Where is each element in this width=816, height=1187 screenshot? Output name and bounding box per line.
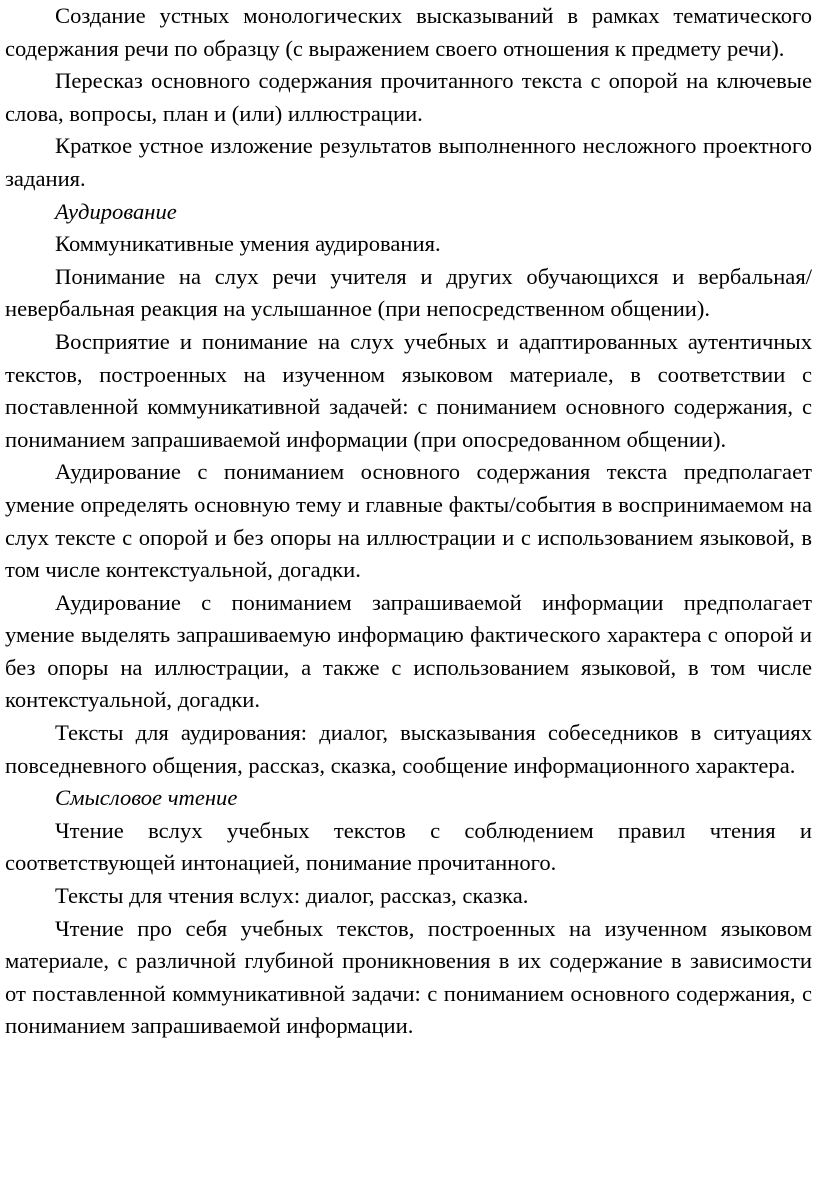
paragraph-oral-monologue: Создание устных монологических высказываний в рамках тематического содержания речи по образцу (с выражением своего отношения к предмету речи). [5, 3, 812, 61]
paragraph-reading-aloud: Чтение вслух учебных текстов с соблюдением правил чтения и соответствующей интонацией, понимание прочитанного. [5, 817, 812, 876]
paragraph-retelling: Пересказ основного содержания прочитанного текста с опорой на ключевые слова, вопросы, план и (или) иллюстрации. [5, 68, 812, 126]
section-heading-reading: Смысловое чтение [55, 785, 238, 811]
paragraph-listening-requested-info: Аудирование с пониманием запрашиваемой информации предполагает умение выделять запрашиваемую информацию фактического характера с опорой и без опоры на иллюстрации, а также с использованием языковой, в том числе контекстуальной, догадки. [5, 589, 812, 713]
paragraph-listening-texts: Тексты для аудирования: диалог, высказывания собеседников в ситуациях повседневного общения, рассказ, сказка, сообщение информационного характера. [5, 720, 812, 778]
paragraph-silent-reading: Чтение про себя учебных текстов, построенных на изученном языковом материале, с различной глубиной проникновения в их содержание в зависимости от поставленной коммуникативной задачи: с пониманием основного содержания, с пониманием запрашиваемой информации. [5, 915, 812, 1039]
paragraph-project-summary: Краткое устное изложение результатов выполненного несложного проектного задания. [5, 133, 812, 191]
paragraph-reading-aloud-texts: Тексты для чтения вслух: диалог, рассказ, сказка. [55, 883, 529, 909]
paragraph-listening-main-content: Аудирование с пониманием основного содержания текста предполагает умение определять основную тему и главные факты/события в воспринимаемом на слух тексте с опорой и без опоры на иллюстрации и с использованием языковой, в том числе контекстуальной, догадки. [5, 459, 812, 583]
paragraph-listening-skills: Коммуникативные умения аудирования. [55, 231, 441, 257]
section-heading-listening: Аудирование [55, 198, 177, 224]
paragraph-listening-understanding: Понимание на слух речи учителя и других обучающихся и вербальная/невербальная реакция на услышанное (при непосредственном общении). [5, 263, 812, 322]
paragraph-listening-perception: Восприятие и понимание на слух учебных и адаптированных аутентичных текстов, построенных на изученном языковом материале, в соответствии с поставленной коммуникативной задачей: с пониманием основного содержания, с пониманием запрашиваемой информации (при опосредованном общении). [5, 328, 812, 452]
